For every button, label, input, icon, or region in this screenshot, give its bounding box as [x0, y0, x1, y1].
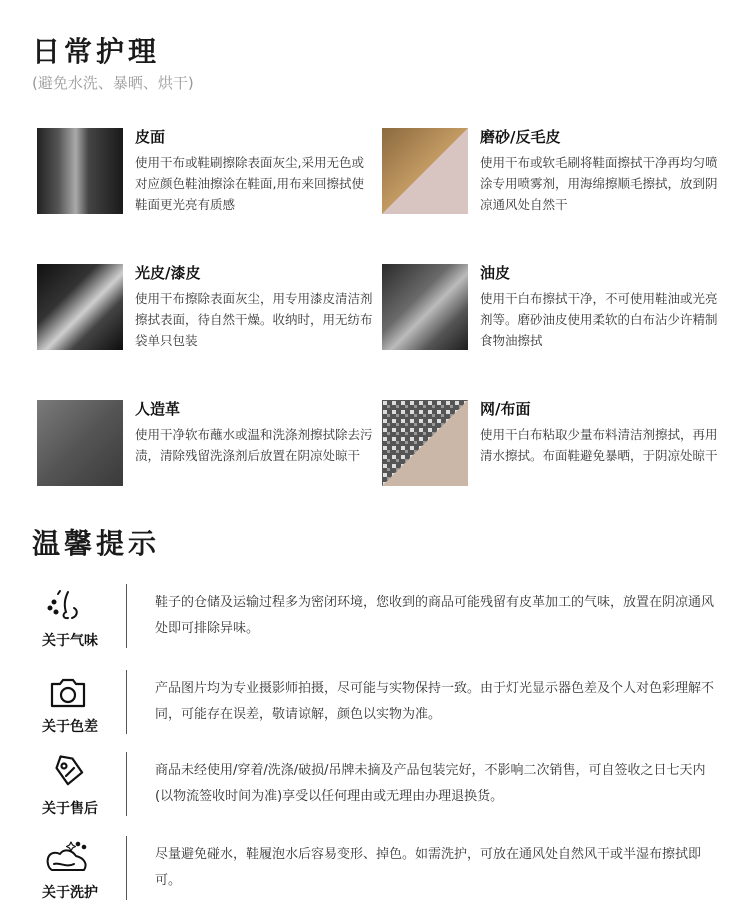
- tip-text: 商品未经使用/穿着/洗涤/破损/吊牌未摘及产品包装完好，不影响二次销售，可自签收之日七天内 (以物流签收时间为准)享受以任何理由或无理由办理退换货。: [155, 763, 706, 804]
- care-item-desc: 使用干白布粘取少量布料清洁剂擦拭，再用清水擦拭。布面鞋避免暴晒，于阴凉处晾干: [480, 427, 718, 463]
- tip-divider: [126, 670, 127, 734]
- care-item-name: 人造革: [135, 400, 181, 418]
- suede-swatch: [382, 128, 468, 214]
- tip-smell: [0, 580, 750, 660]
- tip-divider: [126, 584, 127, 648]
- tip-after-sales: [0, 748, 750, 828]
- tip-label: 关于色差: [42, 719, 98, 735]
- patent-swatch: [37, 264, 123, 350]
- tip-text: 尽量避免碰水，鞋履泡水后容易变形、掉色。如需洗护，可放在通风处自然风干或半湿布擦拭即可。: [155, 847, 702, 888]
- care-item-desc: 使用干布或软毛刷将鞋面擦拭干净再均匀喷涂专用喷雾剂，用海绵擦顺毛擦拭，放到阴凉通风处自然干: [480, 155, 718, 212]
- care-item-name: 网/布面: [480, 400, 531, 418]
- tip-divider: [126, 836, 127, 900]
- care-title: 日常护理: [32, 35, 161, 68]
- care-item-desc: 使用干布或鞋刷擦除表面灰尘,采用无色或对应颜色鞋油擦涂在鞋面,用布来回擦拭使鞋面更光亮有质感: [135, 155, 364, 212]
- care-item-leather: [37, 128, 377, 218]
- care-subtitle: (避免水洗、暴晒、烘干): [32, 74, 194, 92]
- care-item-name: 磨砂/反毛皮: [480, 128, 561, 146]
- care-item-desc: 使用干布擦除表面灰尘，用专用漆皮清洁剂擦拭表面，待自然干燥。收纳时，用无纺布袋单只包装: [135, 291, 373, 348]
- care-item-name: 皮面: [135, 128, 166, 146]
- care-item-suede: [382, 128, 722, 218]
- wash-icon: [44, 838, 92, 878]
- care-item-oil-leather: [382, 264, 722, 354]
- camera-icon: [44, 672, 92, 712]
- leather-swatch: [37, 128, 123, 214]
- care-item-name: 油皮: [480, 264, 511, 282]
- tips-title: 温馨提示: [32, 527, 161, 560]
- care-item-mesh: [382, 400, 722, 490]
- tip-label: 关于气味: [42, 633, 98, 649]
- tip-color-difference: [0, 666, 750, 746]
- tip-divider: [126, 752, 127, 816]
- tip-washing-care: [0, 832, 750, 912]
- tip-text: 鞋子的仓储及运输过程多为密闭环境，您收到的商品可能残留有皮革加工的气味，放置在阴凉通风处即可排除异味。: [155, 595, 715, 636]
- tip-text: 产品图片均为专业摄影师拍摄，尽可能与实物保持一致。由于灯光显示器色差及个人对色彩理解不同，可能存在误差，敬请谅解，颜色以实物为准。: [155, 681, 715, 722]
- care-item-patent: [37, 264, 377, 354]
- smell-icon: [44, 586, 92, 626]
- care-item-desc: 使用干白布擦拭干净，不可使用鞋油或光亮剂等。磨砂油皮使用柔软的白布沾少许精制食物油擦拭: [480, 291, 718, 348]
- care-item-desc: 使用干净软布蘸水或温和洗涤剂擦拭除去污渍，清除残留洗涤剂后放置在阴凉处晾干: [135, 427, 373, 463]
- tip-label: 关于售后: [42, 801, 98, 817]
- artificial-leather-swatch: [37, 400, 123, 486]
- mesh-swatch: [382, 400, 468, 486]
- care-item-name: 光皮/漆皮: [135, 264, 201, 282]
- tip-label: 关于洗护: [42, 885, 98, 901]
- oil-leather-swatch: [382, 264, 468, 350]
- tag-icon: [44, 754, 92, 794]
- care-item-artificial-leather: [37, 400, 377, 490]
